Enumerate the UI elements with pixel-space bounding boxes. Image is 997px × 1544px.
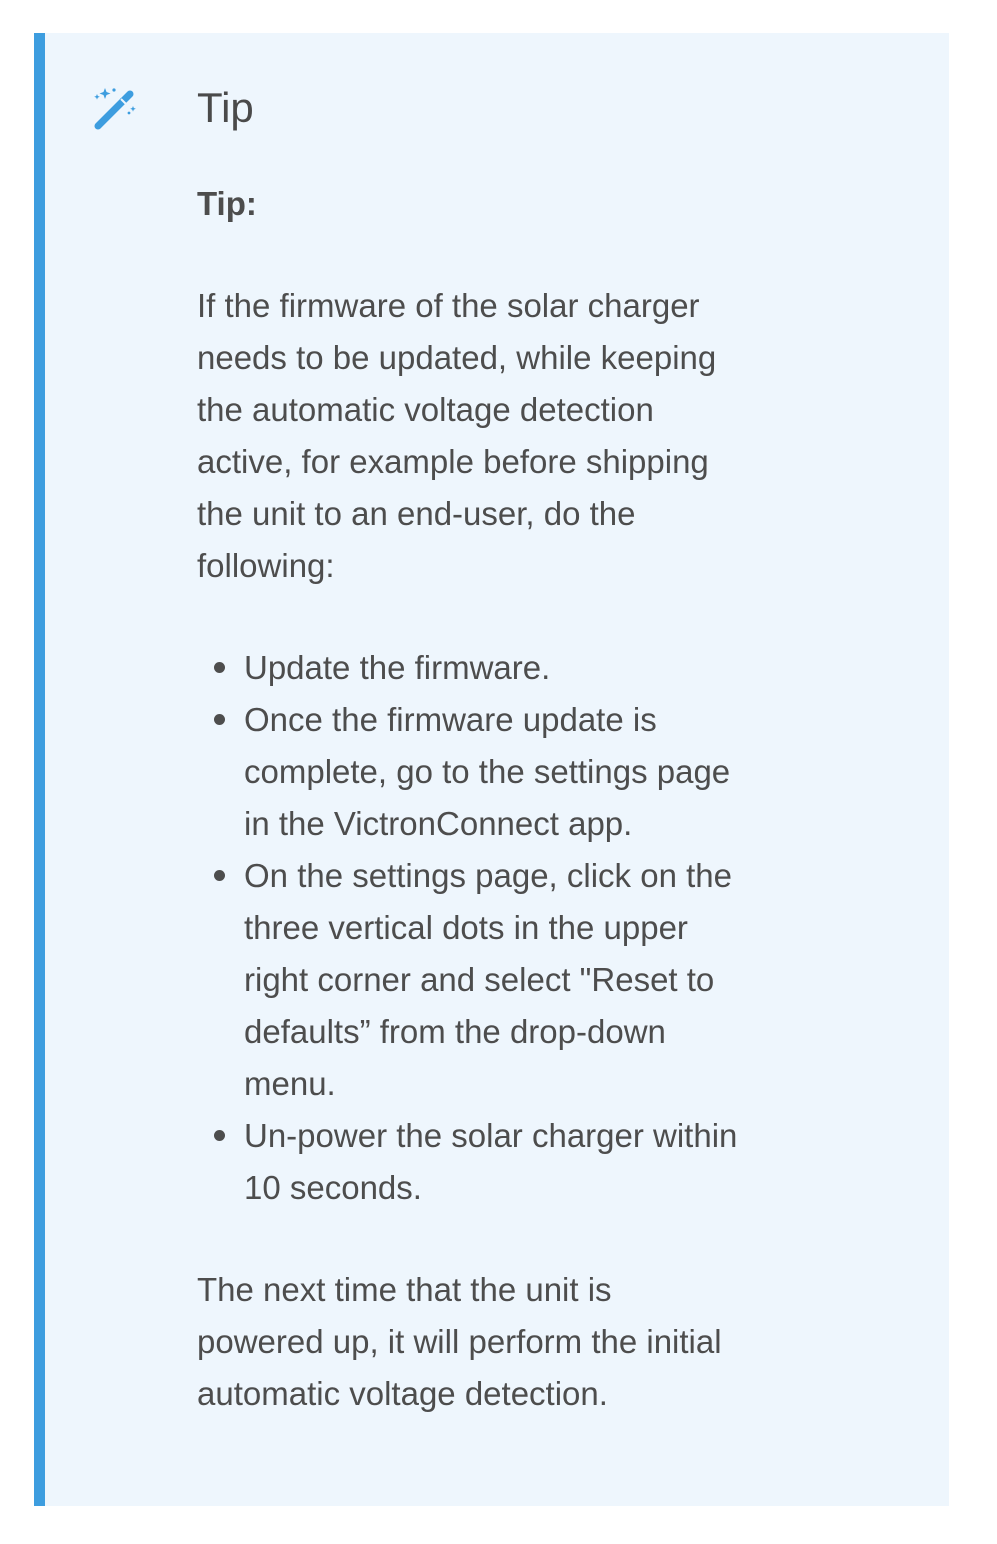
tip-content [197,178,817,1420]
text-line: 10 seconds. [244,1169,422,1206]
text-line: The next time that the unit is [197,1271,612,1308]
text-line: If the firmware of the solar charger [197,287,700,324]
text-line: powered up, it will perform the initial [197,1323,722,1360]
magic-wand-icon [92,86,138,132]
text-line: Un-power the solar charger within [244,1117,738,1154]
text-line: defaults” from the drop-down [244,1013,666,1050]
list-item [197,1110,817,1214]
text-line: active, for example before shipping [197,443,709,480]
text-line: three vertical dots in the upper [244,909,688,946]
text-line: On the settings page, click on the [244,857,732,894]
tip-title: Tip [197,84,254,131]
bullet-icon [214,714,225,725]
text-line: needs to be updated, while keeping [197,339,717,376]
tip-admonition [34,33,949,1506]
tip-accent-bar [34,33,45,1506]
tip-steps-list [197,642,817,1214]
bullet-icon [214,1130,225,1141]
text-line: menu. [244,1065,336,1102]
text-line: Update the firmware. [244,649,551,686]
tip-label: Tip: [197,185,257,222]
text-line: right corner and select "Reset to [244,961,715,998]
text-line: the automatic voltage detection [197,391,654,428]
text-line: Once the firmware update is [244,701,657,738]
bullet-icon [214,870,225,881]
list-item [197,850,817,1110]
text-line: following: [197,547,335,584]
bullet-icon [214,662,225,673]
list-item [197,642,817,694]
list-item [197,694,817,850]
text-line: complete, go to the settings page [244,753,731,790]
text-line: automatic voltage detection. [197,1375,608,1412]
tip-intro-paragraph [197,280,817,592]
text-line: the unit to an end-user, do the [197,495,636,532]
tip-outro-paragraph [197,1264,817,1420]
text-line: in the VictronConnect app. [244,805,633,842]
